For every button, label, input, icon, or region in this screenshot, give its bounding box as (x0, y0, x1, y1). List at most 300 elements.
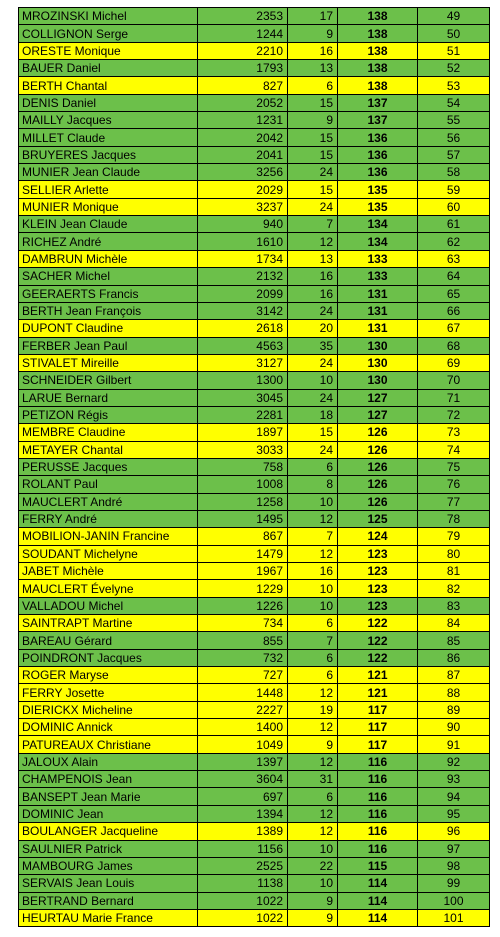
average-cell: 138 (338, 77, 418, 94)
points-cell: 2052 (198, 94, 288, 111)
average-cell: 126 (338, 441, 418, 458)
rank-cell: 73 (418, 424, 490, 441)
average-cell: 127 (338, 406, 418, 423)
rank-cell: 91 (418, 736, 490, 753)
player-name-cell: BAREAU Gérard (19, 632, 198, 649)
player-name-cell: BRUYERES Jacques (19, 146, 198, 163)
player-name-cell: PATUREAUX Christiane (19, 736, 198, 753)
points-cell: 1397 (198, 753, 288, 770)
table-row (19, 753, 490, 770)
points-cell: 1400 (198, 719, 288, 736)
average-cell: 122 (338, 632, 418, 649)
count-cell: 13 (288, 60, 338, 77)
average-cell: 134 (338, 216, 418, 233)
points-cell: 1258 (198, 493, 288, 510)
points-cell: 697 (198, 788, 288, 805)
table-row (19, 597, 490, 614)
player-name-cell: SAINTRAPT Martine (19, 615, 198, 632)
count-cell: 9 (288, 112, 338, 129)
table-row (19, 285, 490, 302)
rank-cell: 100 (418, 892, 490, 909)
count-cell: 15 (288, 129, 338, 146)
table-row (19, 528, 490, 545)
table-row (19, 354, 490, 371)
average-cell: 115 (338, 857, 418, 874)
average-cell: 126 (338, 493, 418, 510)
table-row (19, 164, 490, 181)
points-cell: 1300 (198, 372, 288, 389)
count-cell: 7 (288, 528, 338, 545)
rank-cell: 49 (418, 8, 490, 25)
points-cell: 3045 (198, 389, 288, 406)
average-cell: 117 (338, 701, 418, 718)
points-cell: 1479 (198, 545, 288, 562)
average-cell: 117 (338, 736, 418, 753)
table-row (19, 563, 490, 580)
average-cell: 136 (338, 164, 418, 181)
table-row (19, 615, 490, 632)
count-cell: 24 (288, 302, 338, 319)
points-cell: 1138 (198, 875, 288, 892)
points-cell: 1394 (198, 805, 288, 822)
table-row (19, 701, 490, 718)
player-name-cell: METAYER Chantal (19, 441, 198, 458)
player-name-cell: SCHNEIDER Gilbert (19, 372, 198, 389)
count-cell: 7 (288, 216, 338, 233)
rank-cell: 57 (418, 146, 490, 163)
rank-cell: 62 (418, 233, 490, 250)
table-row (19, 719, 490, 736)
count-cell: 15 (288, 424, 338, 441)
table-row (19, 771, 490, 788)
count-cell: 6 (288, 667, 338, 684)
count-cell: 24 (288, 198, 338, 215)
count-cell: 12 (288, 805, 338, 822)
player-name-cell: BANSEPT Jean Marie (19, 788, 198, 805)
player-name-cell: ORESTE Monique (19, 42, 198, 59)
count-cell: 9 (288, 25, 338, 42)
player-name-cell: MUNIER Jean Claude (19, 164, 198, 181)
count-cell: 10 (288, 493, 338, 510)
points-cell: 1229 (198, 580, 288, 597)
count-cell: 35 (288, 337, 338, 354)
count-cell: 6 (288, 649, 338, 666)
player-name-cell: MEMBRE Claudine (19, 424, 198, 441)
average-cell: 138 (338, 8, 418, 25)
count-cell: 24 (288, 164, 338, 181)
count-cell: 16 (288, 42, 338, 59)
player-name-cell: VALLADOU Michel (19, 597, 198, 614)
rank-cell: 55 (418, 112, 490, 129)
table-row (19, 684, 490, 701)
table-row (19, 233, 490, 250)
table-row (19, 60, 490, 77)
points-cell: 1049 (198, 736, 288, 753)
player-name-cell: BOULANGER Jacqueline (19, 823, 198, 840)
points-cell: 1734 (198, 250, 288, 267)
average-cell: 121 (338, 667, 418, 684)
table-row (19, 77, 490, 94)
points-cell: 3033 (198, 441, 288, 458)
player-name-cell: BERTH Jean François (19, 302, 198, 319)
points-cell: 1897 (198, 424, 288, 441)
average-cell: 116 (338, 823, 418, 840)
count-cell: 6 (288, 77, 338, 94)
rank-cell: 87 (418, 667, 490, 684)
average-cell: 116 (338, 788, 418, 805)
points-cell: 2042 (198, 129, 288, 146)
rank-cell: 61 (418, 216, 490, 233)
rank-cell: 67 (418, 320, 490, 337)
average-cell: 135 (338, 181, 418, 198)
rank-cell: 89 (418, 701, 490, 718)
count-cell: 12 (288, 823, 338, 840)
player-name-cell: MAILLY Jacques (19, 112, 198, 129)
count-cell: 16 (288, 285, 338, 302)
count-cell: 6 (288, 615, 338, 632)
player-name-cell: DAMBRUN Michèle (19, 250, 198, 267)
average-cell: 123 (338, 545, 418, 562)
table-row (19, 649, 490, 666)
table-row (19, 337, 490, 354)
average-cell: 130 (338, 372, 418, 389)
points-cell: 3237 (198, 198, 288, 215)
points-cell: 3142 (198, 302, 288, 319)
count-cell: 24 (288, 441, 338, 458)
average-cell: 131 (338, 302, 418, 319)
table-row (19, 112, 490, 129)
table-row (19, 632, 490, 649)
count-cell: 10 (288, 840, 338, 857)
table-row (19, 42, 490, 59)
points-cell: 1610 (198, 233, 288, 250)
count-cell: 12 (288, 510, 338, 527)
count-cell: 31 (288, 771, 338, 788)
count-cell: 9 (288, 909, 338, 926)
average-cell: 124 (338, 528, 418, 545)
table-row (19, 667, 490, 684)
rank-cell: 66 (418, 302, 490, 319)
count-cell: 24 (288, 389, 338, 406)
rank-cell: 64 (418, 268, 490, 285)
count-cell: 16 (288, 268, 338, 285)
rank-cell: 50 (418, 25, 490, 42)
count-cell: 12 (288, 545, 338, 562)
table-row (19, 493, 490, 510)
table-row (19, 441, 490, 458)
average-cell: 123 (338, 597, 418, 614)
points-cell: 2618 (198, 320, 288, 337)
average-cell: 123 (338, 563, 418, 580)
average-cell: 126 (338, 476, 418, 493)
points-cell: 2525 (198, 857, 288, 874)
rank-cell: 81 (418, 563, 490, 580)
average-cell: 126 (338, 424, 418, 441)
points-cell: 1793 (198, 60, 288, 77)
player-name-cell: FERRY Josette (19, 684, 198, 701)
table-row (19, 181, 490, 198)
rank-cell: 88 (418, 684, 490, 701)
count-cell: 7 (288, 632, 338, 649)
table-row (19, 146, 490, 163)
average-cell: 131 (338, 320, 418, 337)
points-cell: 1495 (198, 510, 288, 527)
average-cell: 125 (338, 510, 418, 527)
average-cell: 130 (338, 337, 418, 354)
player-name-cell: COLLIGNON Serge (19, 25, 198, 42)
rank-cell: 75 (418, 458, 490, 475)
table-row (19, 198, 490, 215)
count-cell: 15 (288, 94, 338, 111)
player-name-cell: SAULNIER Patrick (19, 840, 198, 857)
points-cell: 3256 (198, 164, 288, 181)
table-row (19, 840, 490, 857)
average-cell: 116 (338, 840, 418, 857)
average-cell: 138 (338, 42, 418, 59)
table-row (19, 805, 490, 822)
average-cell: 137 (338, 94, 418, 111)
count-cell: 18 (288, 406, 338, 423)
points-cell: 2227 (198, 701, 288, 718)
rank-cell: 83 (418, 597, 490, 614)
count-cell: 12 (288, 719, 338, 736)
rank-cell: 51 (418, 42, 490, 59)
rank-cell: 65 (418, 285, 490, 302)
points-cell: 2281 (198, 406, 288, 423)
points-cell: 4563 (198, 337, 288, 354)
average-cell: 135 (338, 198, 418, 215)
rank-cell: 82 (418, 580, 490, 597)
count-cell: 6 (288, 788, 338, 805)
count-cell: 22 (288, 857, 338, 874)
average-cell: 138 (338, 60, 418, 77)
player-name-cell: DIERICKX Micheline (19, 701, 198, 718)
points-cell: 734 (198, 615, 288, 632)
table-row (19, 909, 490, 926)
points-cell: 1231 (198, 112, 288, 129)
average-cell: 117 (338, 719, 418, 736)
rank-cell: 93 (418, 771, 490, 788)
table-row (19, 545, 490, 562)
player-name-cell: MROZINSKI Michel (19, 8, 198, 25)
count-cell: 17 (288, 8, 338, 25)
points-cell: 2132 (198, 268, 288, 285)
player-name-cell: MAUCLERT Évelyne (19, 580, 198, 597)
player-name-cell: STIVALET Mireille (19, 354, 198, 371)
table-row (19, 216, 490, 233)
table-row (19, 857, 490, 874)
count-cell: 9 (288, 736, 338, 753)
rank-cell: 96 (418, 823, 490, 840)
rank-cell: 69 (418, 354, 490, 371)
count-cell: 20 (288, 320, 338, 337)
rank-cell: 98 (418, 857, 490, 874)
average-cell: 122 (338, 649, 418, 666)
player-name-cell: MUNIER Monique (19, 198, 198, 215)
player-name-cell: SACHER Michel (19, 268, 198, 285)
player-name-cell: MAMBOURG James (19, 857, 198, 874)
player-name-cell: SELLIER Arlette (19, 181, 198, 198)
table-row (19, 94, 490, 111)
rank-cell: 59 (418, 181, 490, 198)
table-row (19, 302, 490, 319)
points-cell: 1389 (198, 823, 288, 840)
points-cell: 2041 (198, 146, 288, 163)
points-cell: 3604 (198, 771, 288, 788)
rank-cell: 78 (418, 510, 490, 527)
average-cell: 136 (338, 129, 418, 146)
points-cell: 1008 (198, 476, 288, 493)
table-row (19, 788, 490, 805)
rank-cell: 52 (418, 60, 490, 77)
rank-cell: 56 (418, 129, 490, 146)
count-cell: 6 (288, 458, 338, 475)
player-name-cell: ROLANT Paul (19, 476, 198, 493)
average-cell: 126 (338, 458, 418, 475)
points-cell: 3127 (198, 354, 288, 371)
average-cell: 116 (338, 753, 418, 770)
count-cell: 12 (288, 684, 338, 701)
rank-cell: 86 (418, 649, 490, 666)
count-cell: 8 (288, 476, 338, 493)
average-cell: 122 (338, 615, 418, 632)
player-name-cell: POINDRONT Jacques (19, 649, 198, 666)
points-cell: 2210 (198, 42, 288, 59)
average-cell: 114 (338, 875, 418, 892)
average-cell: 131 (338, 285, 418, 302)
player-name-cell: BERTRAND Bernard (19, 892, 198, 909)
average-cell: 138 (338, 25, 418, 42)
points-cell: 867 (198, 528, 288, 545)
player-name-cell: FERRY André (19, 510, 198, 527)
rank-cell: 92 (418, 753, 490, 770)
player-name-cell: CHAMPENOIS Jean (19, 771, 198, 788)
rank-cell: 71 (418, 389, 490, 406)
rank-cell: 84 (418, 615, 490, 632)
average-cell: 116 (338, 771, 418, 788)
count-cell: 9 (288, 892, 338, 909)
player-name-cell: PETIZON Régis (19, 406, 198, 423)
points-cell: 1967 (198, 563, 288, 580)
player-name-cell: GEERAERTS Francis (19, 285, 198, 302)
table-row (19, 8, 490, 25)
table-row (19, 875, 490, 892)
player-name-cell: FERBER Jean Paul (19, 337, 198, 354)
points-cell: 732 (198, 649, 288, 666)
rank-cell: 85 (418, 632, 490, 649)
rank-cell: 74 (418, 441, 490, 458)
player-name-cell: KLEIN Jean Claude (19, 216, 198, 233)
points-cell: 2353 (198, 8, 288, 25)
player-name-cell: LARUE Bernard (19, 389, 198, 406)
player-name-cell: MAUCLERT André (19, 493, 198, 510)
count-cell: 12 (288, 753, 338, 770)
rank-cell: 79 (418, 528, 490, 545)
points-cell: 940 (198, 216, 288, 233)
rank-cell: 95 (418, 805, 490, 822)
player-name-cell: SOUDANT Michelyne (19, 545, 198, 562)
rank-cell: 58 (418, 164, 490, 181)
points-cell: 758 (198, 458, 288, 475)
table-row (19, 250, 490, 267)
player-name-cell: RICHEZ André (19, 233, 198, 250)
rank-cell: 68 (418, 337, 490, 354)
average-cell: 116 (338, 805, 418, 822)
rank-cell: 80 (418, 545, 490, 562)
rank-cell: 94 (418, 788, 490, 805)
average-cell: 127 (338, 389, 418, 406)
table-row (19, 510, 490, 527)
count-cell: 10 (288, 597, 338, 614)
player-name-cell: ROGER Maryse (19, 667, 198, 684)
count-cell: 15 (288, 146, 338, 163)
table-row (19, 320, 490, 337)
table-row (19, 406, 490, 423)
average-cell: 123 (338, 580, 418, 597)
player-name-cell: DOMINIC Annick (19, 719, 198, 736)
points-cell: 2029 (198, 181, 288, 198)
player-name-cell: JALOUX Alain (19, 753, 198, 770)
table-row (19, 892, 490, 909)
table-row (19, 823, 490, 840)
rank-cell: 70 (418, 372, 490, 389)
player-name-cell: BAUER Daniel (19, 60, 198, 77)
count-cell: 13 (288, 250, 338, 267)
points-cell: 2099 (198, 285, 288, 302)
player-name-cell: DOMINIC Jean (19, 805, 198, 822)
points-cell: 1156 (198, 840, 288, 857)
average-cell: 134 (338, 233, 418, 250)
player-name-cell: DENIS Daniel (19, 94, 198, 111)
table-row (19, 736, 490, 753)
rank-cell: 97 (418, 840, 490, 857)
ranking-sheet (18, 7, 490, 927)
average-cell: 121 (338, 684, 418, 701)
rank-cell: 99 (418, 875, 490, 892)
table-row (19, 580, 490, 597)
table-row (19, 458, 490, 475)
table-row (19, 372, 490, 389)
player-name-cell: HEURTAU Marie France (19, 909, 198, 926)
count-cell: 19 (288, 701, 338, 718)
rank-cell: 60 (418, 198, 490, 215)
rank-cell: 72 (418, 406, 490, 423)
average-cell: 137 (338, 112, 418, 129)
average-cell: 114 (338, 909, 418, 926)
count-cell: 10 (288, 875, 338, 892)
player-name-cell: JABET Michèle (19, 563, 198, 580)
rank-cell: 76 (418, 476, 490, 493)
rank-cell: 54 (418, 94, 490, 111)
points-cell: 727 (198, 667, 288, 684)
table-row (19, 268, 490, 285)
table-row (19, 424, 490, 441)
average-cell: 133 (338, 250, 418, 267)
count-cell: 12 (288, 233, 338, 250)
rank-cell: 77 (418, 493, 490, 510)
points-cell: 1022 (198, 909, 288, 926)
player-name-cell: PERUSSE Jacques (19, 458, 198, 475)
rank-cell: 53 (418, 77, 490, 94)
rank-cell: 101 (418, 909, 490, 926)
average-cell: 133 (338, 268, 418, 285)
average-cell: 114 (338, 892, 418, 909)
points-cell: 1244 (198, 25, 288, 42)
player-name-cell: BERTH Chantal (19, 77, 198, 94)
count-cell: 15 (288, 181, 338, 198)
rank-cell: 90 (418, 719, 490, 736)
table-row (19, 389, 490, 406)
